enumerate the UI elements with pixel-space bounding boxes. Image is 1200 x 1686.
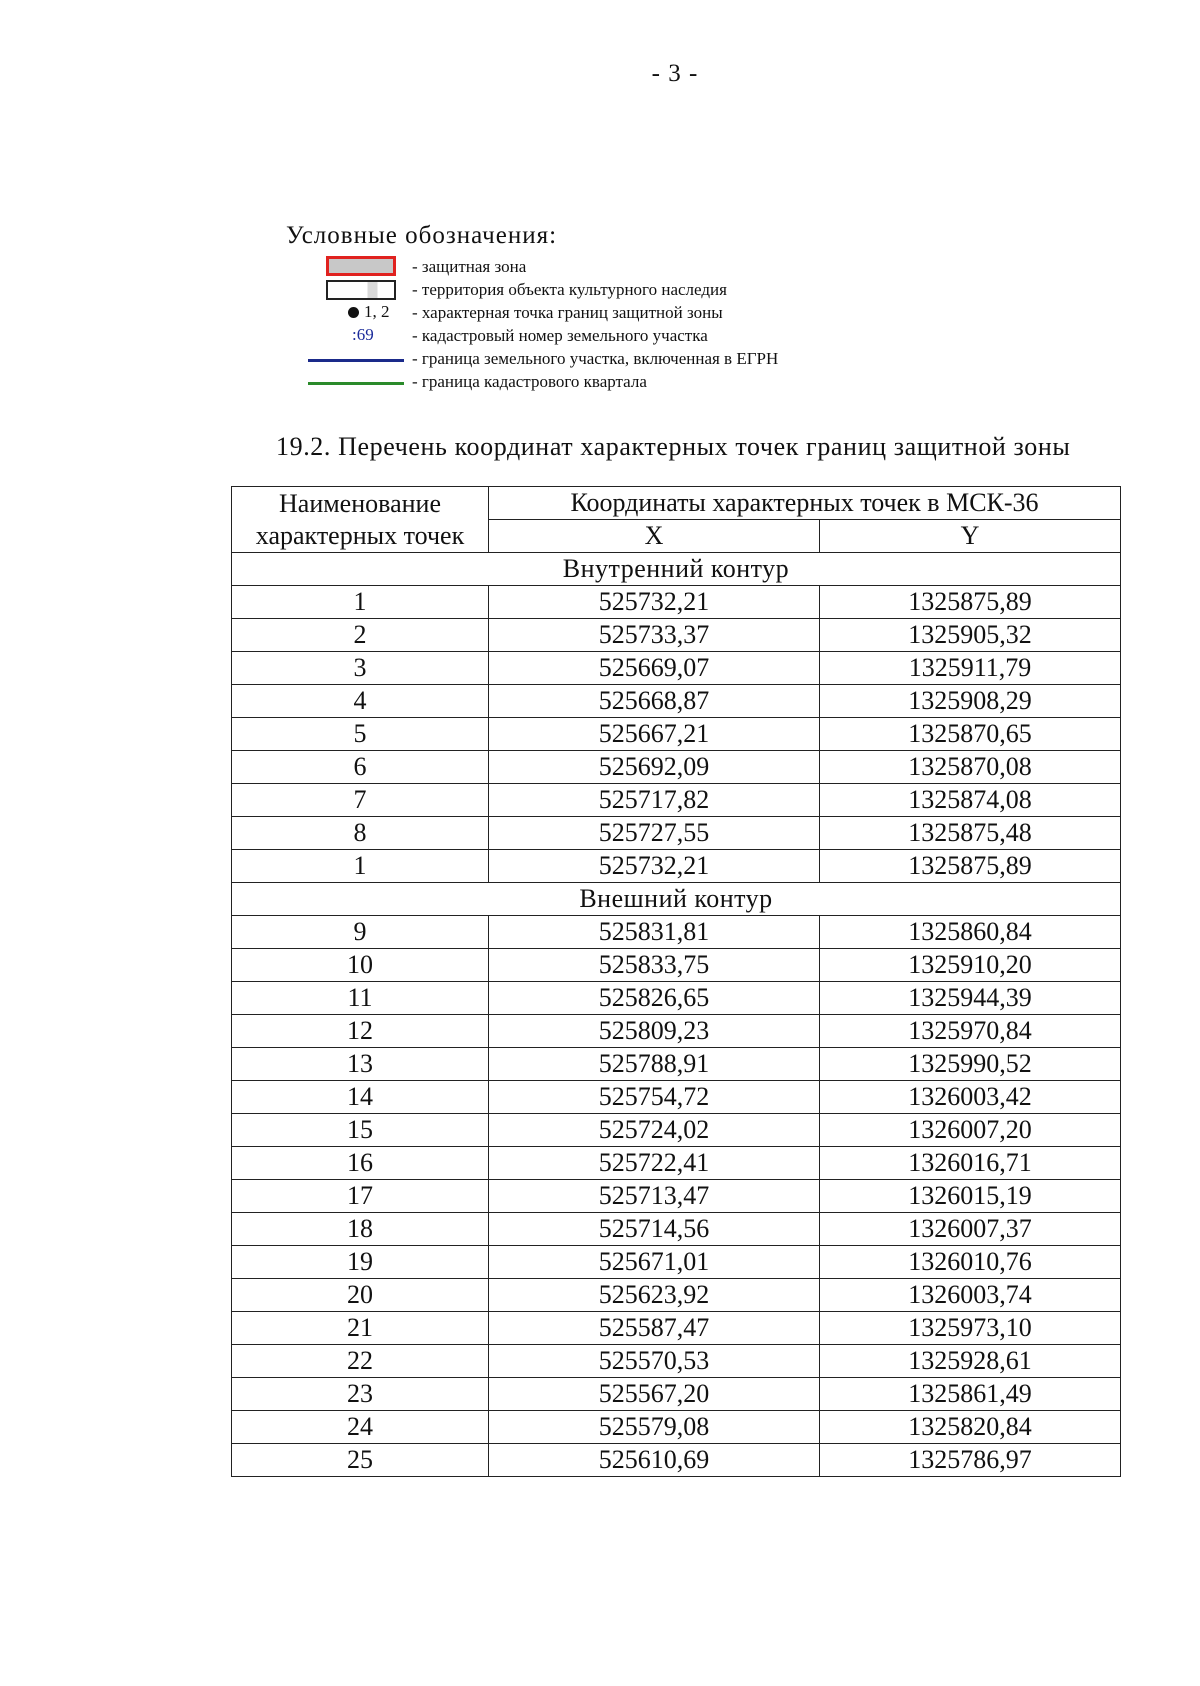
cell-name: 1	[232, 586, 489, 619]
legend-item-parcel-boundary	[286, 348, 779, 371]
legend-item-label: - защитная зона	[412, 257, 527, 276]
page-number: - 3 -	[651, 60, 699, 87]
cell-name: 23	[232, 1378, 489, 1411]
cell-y: 1325944,39	[820, 982, 1121, 1015]
cell-name: 15	[232, 1114, 489, 1147]
table-row	[232, 1444, 1121, 1477]
cell-x: 525732,21	[489, 850, 820, 883]
cell-y: 1325820,84	[820, 1411, 1121, 1444]
header-y: Y	[820, 520, 1121, 553]
cell-name: 18	[232, 1213, 489, 1246]
cell-y: 1326010,76	[820, 1246, 1121, 1279]
cell-y: 1326016,71	[820, 1147, 1121, 1180]
cell-y: 1326003,74	[820, 1279, 1121, 1312]
cell-y: 1325786,97	[820, 1444, 1121, 1477]
cell-x: 525826,65	[489, 982, 820, 1015]
cell-y: 1326003,42	[820, 1081, 1121, 1114]
cell-y: 1325911,79	[820, 652, 1121, 685]
cell-y: 1325973,10	[820, 1312, 1121, 1345]
cell-x: 525570,53	[489, 1345, 820, 1378]
table-row	[232, 1114, 1121, 1147]
cell-x: 525724,02	[489, 1114, 820, 1147]
cell-x: 525732,21	[489, 586, 820, 619]
table-row	[232, 850, 1121, 883]
cell-name: 7	[232, 784, 489, 817]
cell-x: 525587,47	[489, 1312, 820, 1345]
green-line-icon	[308, 382, 404, 385]
cell-x: 525567,20	[489, 1378, 820, 1411]
point-marker-label: 1, 2	[364, 302, 390, 321]
table-row	[232, 949, 1121, 982]
cell-name: 22	[232, 1345, 489, 1378]
cell-name: 20	[232, 1279, 489, 1312]
cell-y: 1325908,29	[820, 685, 1121, 718]
table-header-row	[232, 487, 1121, 520]
cell-name: 3	[232, 652, 489, 685]
cell-name: 17	[232, 1180, 489, 1213]
table-row	[232, 1147, 1121, 1180]
protective-zone-swatch-icon	[326, 256, 396, 276]
cell-x: 525713,47	[489, 1180, 820, 1213]
cell-name: 12	[232, 1015, 489, 1048]
cell-name: 21	[232, 1312, 489, 1345]
section-title-cell: Внешний контур	[232, 883, 1121, 916]
cell-x: 525623,92	[489, 1279, 820, 1312]
cell-x: 525669,07	[489, 652, 820, 685]
cell-x: 525833,75	[489, 949, 820, 982]
legend-item-label: - характерная точка границ защитной зоны	[412, 303, 723, 322]
section-title: 19.2. Перечень координат характерных точек границ защитной зоны	[276, 432, 1071, 461]
cell-y: 1325860,84	[820, 916, 1121, 949]
table-row	[232, 817, 1121, 850]
header-x: X	[489, 520, 820, 553]
table-row	[232, 586, 1121, 619]
cell-name: 6	[232, 751, 489, 784]
legend-item-point-marker	[286, 302, 723, 325]
section-row	[232, 883, 1121, 916]
table-row	[232, 1279, 1121, 1312]
blue-line-icon	[308, 359, 404, 362]
cell-y: 1326007,37	[820, 1213, 1121, 1246]
cell-y: 1325910,20	[820, 949, 1121, 982]
section-title-cell: Внутренний контур	[232, 553, 1121, 586]
header-coordinates: Координаты характерных точек в МСК-36	[489, 487, 1121, 520]
cell-name: 8	[232, 817, 489, 850]
legend-title: Условные обозначения:	[286, 222, 558, 249]
cell-y: 1325875,48	[820, 817, 1121, 850]
cell-x: 525667,21	[489, 718, 820, 751]
cell-name: 2	[232, 619, 489, 652]
cell-x: 525809,23	[489, 1015, 820, 1048]
cell-y: 1325870,08	[820, 751, 1121, 784]
table-row	[232, 1411, 1121, 1444]
cell-name: 5	[232, 718, 489, 751]
table-row	[232, 1180, 1121, 1213]
cell-name: 14	[232, 1081, 489, 1114]
cell-y: 1326007,20	[820, 1114, 1121, 1147]
cell-name: 4	[232, 685, 489, 718]
cell-name: 13	[232, 1048, 489, 1081]
cell-name: 11	[232, 982, 489, 1015]
table-row	[232, 1015, 1121, 1048]
legend-item-label: - территория объекта культурного наследия	[412, 280, 727, 299]
legend-item-label: - граница кадастрового квартала	[412, 372, 647, 391]
legend-item-quarter-boundary	[286, 371, 647, 394]
cell-x: 525692,09	[489, 751, 820, 784]
coordinates-table	[231, 486, 1121, 1477]
cell-x: 525831,81	[489, 916, 820, 949]
cell-x: 525722,41	[489, 1147, 820, 1180]
cell-y: 1325928,61	[820, 1345, 1121, 1378]
cell-x: 525788,91	[489, 1048, 820, 1081]
table-row	[232, 751, 1121, 784]
legend-item-protective-zone	[286, 256, 557, 279]
table-row	[232, 652, 1121, 685]
cell-name: 16	[232, 1147, 489, 1180]
table-row	[232, 1246, 1121, 1279]
cell-x: 525727,55	[489, 817, 820, 850]
heritage-territory-swatch-icon	[326, 280, 396, 300]
cell-name: 25	[232, 1444, 489, 1477]
table-row	[232, 1345, 1121, 1378]
cell-x: 525717,82	[489, 784, 820, 817]
cell-y: 1325861,49	[820, 1378, 1121, 1411]
table-row	[232, 718, 1121, 751]
table-row	[232, 982, 1121, 1015]
table-row	[232, 619, 1121, 652]
table-row	[232, 685, 1121, 718]
table-row	[232, 1312, 1121, 1345]
table-row	[232, 784, 1121, 817]
cell-y: 1325905,32	[820, 619, 1121, 652]
legend-item-heritage-territory	[286, 279, 727, 302]
cell-x: 525671,01	[489, 1246, 820, 1279]
cell-name: 9	[232, 916, 489, 949]
point-marker-icon	[348, 307, 359, 318]
legend	[286, 222, 779, 394]
cell-y: 1326015,19	[820, 1180, 1121, 1213]
cell-y: 1325875,89	[820, 586, 1121, 619]
cell-x: 525733,37	[489, 619, 820, 652]
cadastral-number-label: :69	[352, 325, 374, 344]
cell-x: 525714,56	[489, 1213, 820, 1246]
cell-y: 1325874,08	[820, 784, 1121, 817]
legend-item-label: - граница земельного участка, включенная в ЕГРН	[412, 349, 779, 368]
legend-item-label: - кадастровый номер земельного участка	[412, 326, 708, 345]
table-row	[232, 1081, 1121, 1114]
table-row	[232, 916, 1121, 949]
cell-y: 1325870,65	[820, 718, 1121, 751]
cell-x: 525610,69	[489, 1444, 820, 1477]
table-row	[232, 1048, 1121, 1081]
cell-name: 24	[232, 1411, 489, 1444]
cell-name: 1	[232, 850, 489, 883]
cell-y: 1325990,52	[820, 1048, 1121, 1081]
header-point-name: Наименование характерных точек	[232, 487, 489, 553]
cell-name: 19	[232, 1246, 489, 1279]
cell-x: 525754,72	[489, 1081, 820, 1114]
cell-name: 10	[232, 949, 489, 982]
cell-y: 1325875,89	[820, 850, 1121, 883]
legend-item-cadastral-number	[286, 325, 708, 348]
table-row	[232, 1213, 1121, 1246]
cell-x: 525668,87	[489, 685, 820, 718]
cell-x: 525579,08	[489, 1411, 820, 1444]
section-row	[232, 553, 1121, 586]
cell-y: 1325970,84	[820, 1015, 1121, 1048]
table-row	[232, 1378, 1121, 1411]
